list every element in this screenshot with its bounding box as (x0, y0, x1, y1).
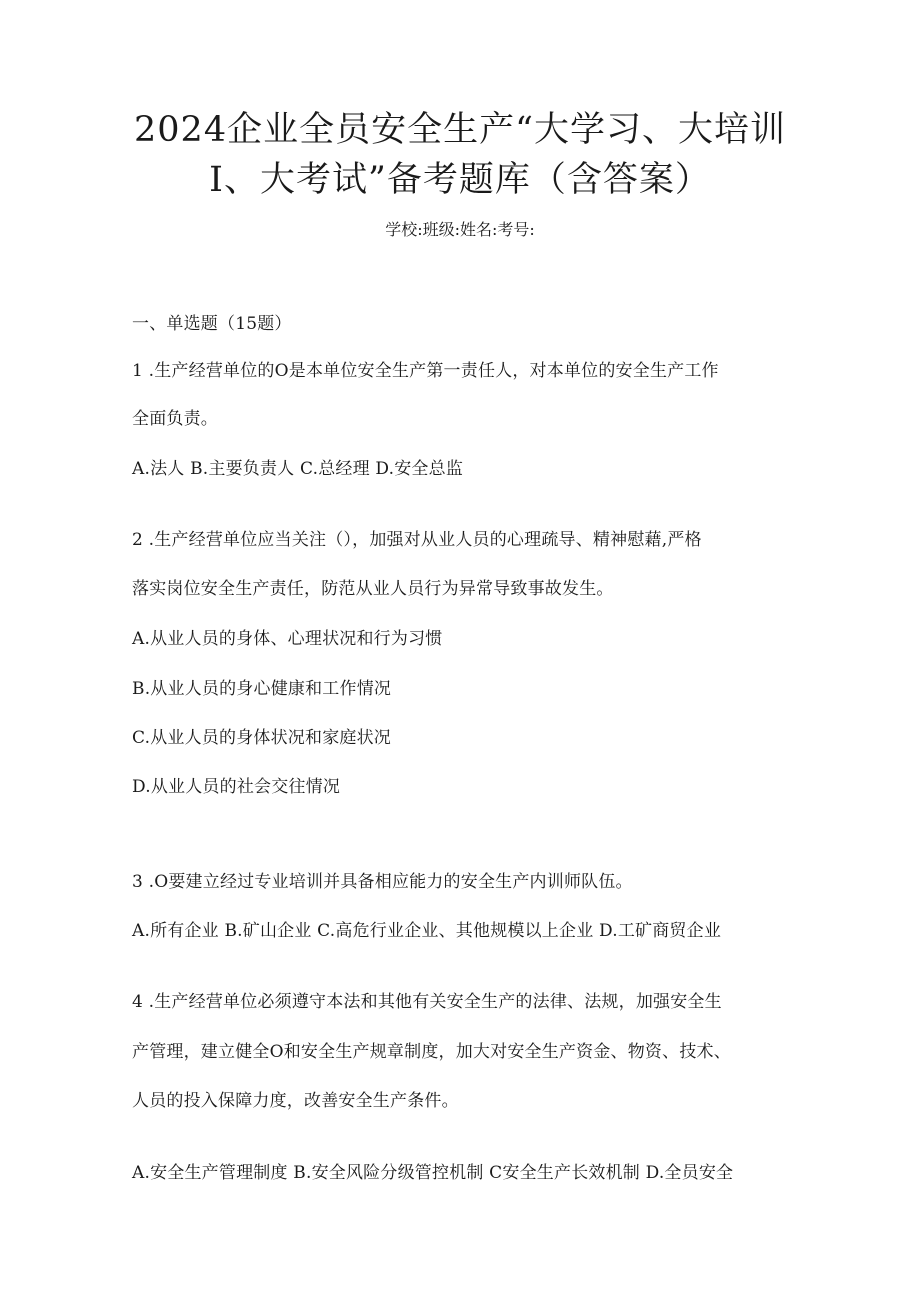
question-2-option-c: C.从业人员的身体状况和家庭状况 (132, 728, 392, 748)
document-title-line-2: I、大考试”备考题库（含答案） (209, 160, 711, 200)
question-2-option-b: B.从业人员的身心健康和工作情况 (132, 679, 392, 699)
section-heading: 一、单选题（15题） (132, 314, 292, 334)
question-4-stem-line-3: 人员的投入保障力度，改善安全生产条件。 (132, 1091, 459, 1111)
question-3-options: A.所有企业 B.矿山企业 C.高危行业企业、其他规模以上企业 D.工矿商贸企业 (132, 921, 722, 941)
question-2-option-a: A.从业人员的身体、心理状况和行为习惯 (132, 629, 443, 649)
question-1-options: A.法人 B.主要负责人 C.总经理 D.安全总监 (132, 459, 464, 479)
question-2-stem-line-2: 落实岗位安全生产责任，防范从业人员行为异常导致事故发生。 (132, 579, 614, 599)
question-4-options: A.安全生产管理制度 B.安全风险分级管控机制 C安全生产长效机制 D.全员安全 (132, 1163, 734, 1183)
question-3-stem-line-1: 3 .O要建立经过专业培训并具备相应能力的安全生产内训师队伍。 (132, 872, 633, 892)
question-2-stem-line-1: 2 .生产经营单位应当关注（），加强对从业人员的心理疏导、精神慰藉,严格 (132, 530, 702, 550)
question-4-stem-line-2: 产管理，建立健全O和安全生产规章制度，加大对安全生产资金、物资、技术、 (132, 1042, 731, 1062)
question-1-stem-line-2: 全面负责。 (132, 409, 218, 429)
question-1-stem-line-1: 1 .生产经营单位的O是本单位安全生产第一责任人，对本单位的安全生产工作 (132, 361, 719, 381)
question-2-option-d: D.从业人员的社会交往情况 (132, 777, 341, 797)
student-info-line: 学校:班级:姓名:考号: (385, 220, 535, 239)
question-4-stem-line-1: 4 .生产经营单位必须遵守本法和其他有关安全生产的法律、法规，加强安全生 (132, 992, 722, 1012)
document-title-line-1: 2024企业全员安全生产“大学习、大培训 (134, 110, 786, 150)
